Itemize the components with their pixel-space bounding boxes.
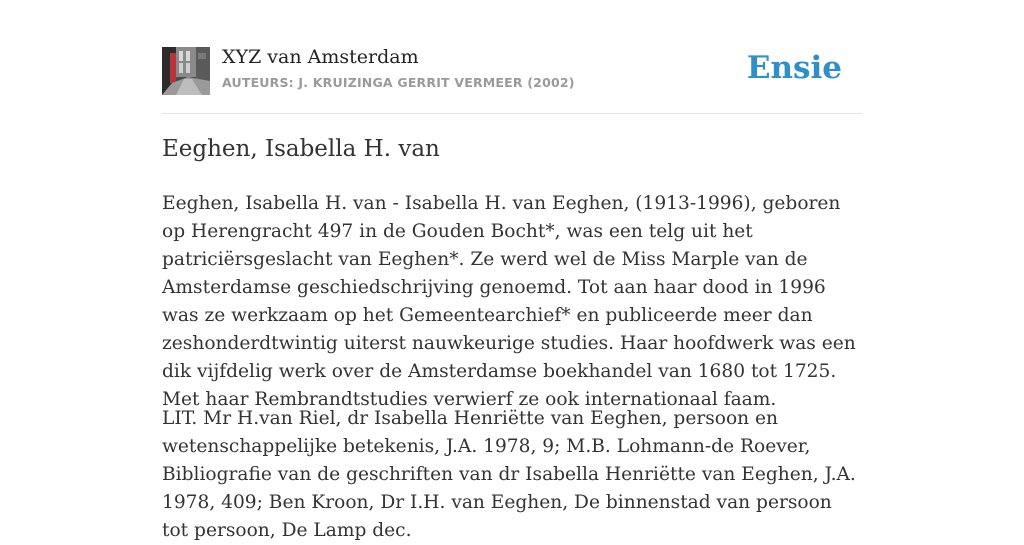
- source-avatar[interactable]: [162, 47, 210, 95]
- ensie-logo-link[interactable]: Ensie: [746, 50, 842, 86]
- source-title[interactable]: XYZ van Amsterdam: [222, 46, 419, 68]
- article-paragraph-definition: Eeghen, Isabella H. van - Isabella H. van Eeghen, (1913-1996), geboren op Herengracht 497 in de Gouden Bocht*, was een telg uit het patriciërsgeslacht van Eeghen*. Ze werd wel de Miss Marple van de Amsterdamse geschiedschrijving genoemd. Tot aan haar dood in 1996 was ze werkzaam op het Gemeentearchief* en publiceerde meer dan zeshonderdtwintig uiterst nauwkeurige studies. Haar hoofdwerk was een dik vijfdelig werk over de Amsterdamse boekhandel van 1680 tot 1725. Met haar Rembrandtstudies verwierf ze ook internationaal faam.: [162, 193, 856, 410]
- street-photo-icon: [162, 47, 210, 95]
- header-divider: [162, 113, 862, 114]
- article-title: Eeghen, Isabella H. van: [162, 136, 440, 162]
- article-paragraph-literature: LIT. Mr H.van Riel, dr Isabella Henriëtte van Eeghen, persoon en wetenschappelijke betekenis, J.A. 1978, 9; M.B. Lohmann-de Roever, Bibliografie van de geschriften van dr Isabella Henriëtte van Eeghen, J.A. 1978, 409; Ben Kroon, Dr I.H. van Eeghen, De binnenstad van persoon tot persoon, De Lamp dec.: [162, 408, 856, 541]
- source-header: [162, 46, 862, 96]
- source-authors: AUTEURS: J. KRUIZINGA GERRIT VERMEER (2002): [222, 75, 575, 90]
